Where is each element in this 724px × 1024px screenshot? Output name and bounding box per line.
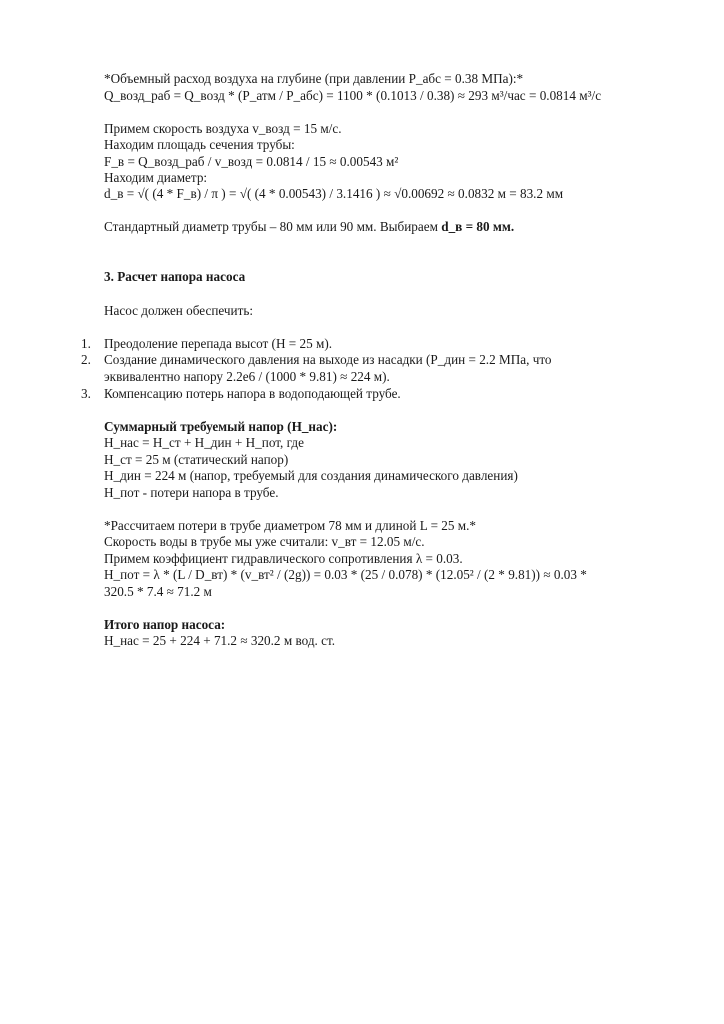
diameter-intro: Находим диаметр: xyxy=(104,170,208,185)
loss-head-line: H_пот - потери напора в трубе. xyxy=(104,485,279,500)
result-heading: Итого напор насоса: xyxy=(104,617,226,632)
static-head-line: H_ст = 25 м (статический напор) xyxy=(104,452,289,467)
list-item-2-text: Создание динамического давления на выходе из насадки (P_дин = 2.2 МПа, что xyxy=(104,352,552,367)
section-heading: 3. Расчет напора насоса xyxy=(104,269,246,284)
dynamic-head-line: H_дин = 224 м (напор, требуемый для создания динамического давления) xyxy=(104,468,518,483)
pump-intro: Насос должен обеспечить: xyxy=(104,303,254,318)
loss-formula-line-2: 320.5 * 7.4 ≈ 71.2 м xyxy=(104,584,212,599)
total-head-formula: H_нас = H_ст + H_дин + H_пот, где xyxy=(104,435,304,450)
total-head-heading: Суммарный требуемый напор (H_нас): xyxy=(104,419,338,434)
standard-diameter-line xyxy=(104,218,514,235)
area-intro: Находим площадь сечения трубы: xyxy=(104,137,295,152)
list-item-3-number: 3. xyxy=(81,386,91,401)
list-item-1-text: Преодоление перепада высот (H = 25 м). xyxy=(104,336,333,351)
list-item-1-number: 1. xyxy=(81,336,91,351)
standard-diameter-text: Стандартный диаметр трубы – 80 мм или 90 мм. Выбираем xyxy=(104,219,442,234)
resistance-coef-line: Примем коэффициент гидравлического сопротивления λ = 0.03. xyxy=(104,551,463,566)
list-item-3-text: Компенсацию потерь напора в водоподающей трубе. xyxy=(104,386,401,401)
area-formula: F_в = Q_возд_раб / v_возд = 0.0814 / 15 ≈ 0.00543 м² xyxy=(104,154,399,169)
air-flow-note: *Объемный расход воздуха на глубине (при давлении P_абс = 0.38 МПа):* xyxy=(104,71,524,86)
list-item-2-text-cont: эквивалентно напору 2.2е6 / (1000 * 9.81) ≈ 224 м). xyxy=(104,369,390,384)
loss-formula-line-1: H_пот = λ * (L / D_вт) * (v_вт² / (2g)) = 0.03 * (25 / 0.078) * (12.05² / (2 * 9.81)) ≈ 0.03 * xyxy=(104,567,587,582)
loss-calc-note: *Рассчитаем потери в трубе диаметром 78 мм и длиной L = 25 м.* xyxy=(104,518,477,533)
water-speed-line: Скорость воды в трубе мы уже считали: v_вт = 12.05 м/с. xyxy=(104,534,425,549)
list-item-2-number: 2. xyxy=(81,352,91,367)
air-speed-line: Примем скорость воздуха v_возд = 15 м/с. xyxy=(104,121,342,136)
air-flow-formula: Q_возд_раб = Q_возд * (P_атм / P_абс) = 1100 * (0.1013 / 0.38) ≈ 293 м³/час = 0.0814 м³/с xyxy=(104,88,602,103)
diameter-formula: d_в = √( (4 * F_в) / π ) = √( (4 * 0.00543) / 3.1416 ) ≈ √0.00692 ≈ 0.0832 м = 83.2 мм xyxy=(104,186,564,201)
result-formula: H_нас = 25 + 224 + 71.2 ≈ 320.2 м вод. ст. xyxy=(104,633,336,648)
standard-diameter-choice: d_в = 80 мм. xyxy=(441,219,515,234)
